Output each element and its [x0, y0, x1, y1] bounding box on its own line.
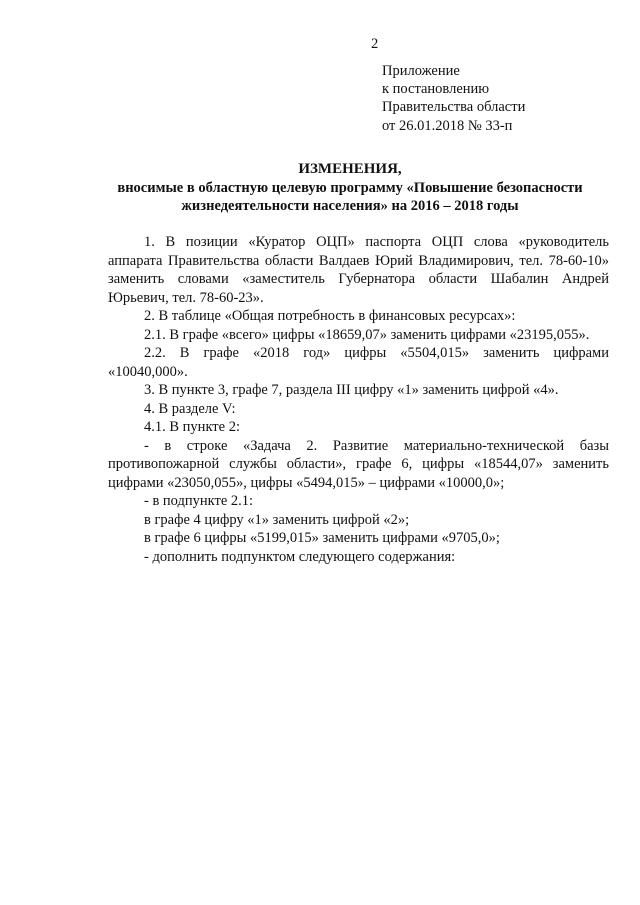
appendix-date-line: от 26.01.2018 № 33-п	[382, 117, 513, 134]
paragraph: 2. В таблице «Общая потребность в финансовых ресурсах»:	[144, 308, 516, 324]
appendix-line: к постановлению	[382, 81, 490, 98]
document-title	[100, 160, 600, 216]
paragraph: - дополнить подпунктом следующего содержания:	[144, 548, 456, 565]
paragraph: - в подпункте 2.1:	[144, 493, 254, 509]
document-body	[108, 233, 609, 566]
title-subheading: вносимые в областную целевую программу «Повышение безопасности	[117, 179, 583, 196]
paragraph: 4.1. В пункте 2:	[144, 419, 240, 435]
title-subheading: жизнедеятельности населения» на 2016 – 2018 годы	[181, 198, 519, 214]
page-number: 2	[371, 36, 379, 52]
appendix-line: Правительства области	[382, 99, 526, 116]
appendix-line: Приложение	[382, 63, 460, 79]
appendix-block	[382, 62, 525, 135]
paragraph: 2.2. В графе «2018 год» цифры «5504,015» заменить цифрами «10040,000».	[108, 345, 609, 380]
paragraph: в графе 6 цифры «5199,015» заменить цифрами «9705,0»;	[144, 530, 500, 546]
paragraph: в графе 4 цифру «1» заменить цифрой «2»;	[144, 511, 410, 528]
title-heading: ИЗМЕНЕНИЯ,	[298, 161, 402, 177]
paragraph: 4. В разделе V:	[144, 400, 236, 417]
paragraph: 1. В позиции «Куратор ОЦП» паспорта ОЦП слова «руководитель аппарата Правительства области Валдаев Юрий Владимирович, тел. 78-60-10» заменить словами «заместитель Губернатора области Шабалин Андрей Юрьевич, тел. 78-60-23».	[108, 234, 609, 306]
paragraph: 3. В пункте 3, графе 7, раздела III цифру «1» заменить цифрой «4».	[144, 382, 559, 398]
paragraph: - в строке «Задача 2. Развитие материально-технической базы противопожарной службы области», графе 6, цифры «18544,07» заменить цифрами «23050,055», цифры «5494,015» – цифрами «10000,0»;	[108, 437, 609, 491]
paragraph: 2.1. В графе «всего» цифры «18659,07» заменить цифрами «23195,055».	[144, 326, 590, 343]
